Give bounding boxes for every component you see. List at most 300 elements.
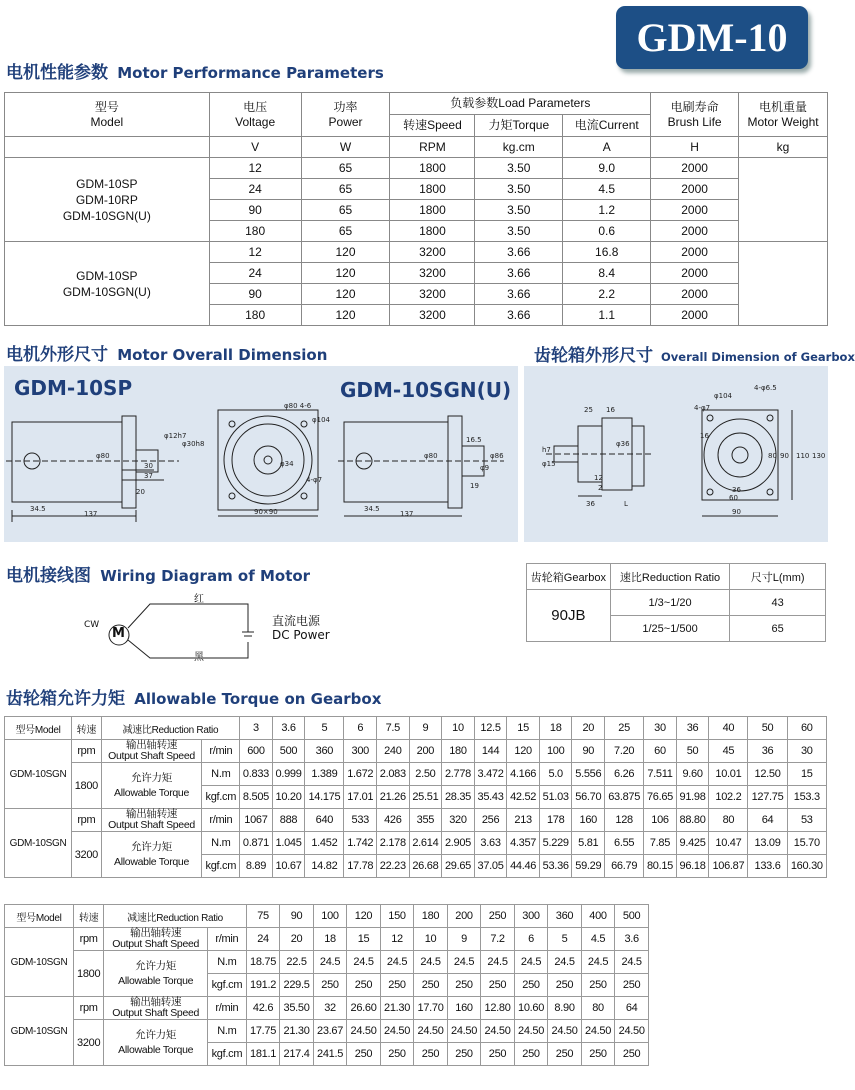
ratio-cell: 400: [581, 905, 615, 928]
ratio-cell: 75: [246, 905, 280, 928]
dim-label: φ104: [714, 392, 732, 400]
value-cell: 80.15: [644, 855, 677, 878]
value-cell: 7.511: [644, 763, 677, 786]
unit-cell: kgf.cm: [202, 855, 240, 878]
red-wire-label: 红: [194, 594, 204, 605]
value-cell: 106.87: [709, 855, 748, 878]
value-cell: 250: [447, 1043, 481, 1066]
value-cell: 66.79: [605, 855, 644, 878]
value-cell: 128: [605, 809, 644, 832]
value-cell: 18: [313, 928, 347, 951]
dim-label: φ15: [542, 460, 556, 468]
value-cell: 22.5: [280, 951, 314, 974]
ratio-cell: 7.5: [377, 717, 410, 740]
value-cell: 888: [272, 809, 305, 832]
value-cell: 0.871: [240, 832, 273, 855]
value-cell: 250: [347, 974, 381, 997]
value-cell: 5.81: [572, 832, 605, 855]
value-cell: 80: [709, 809, 748, 832]
value-cell: 3.472: [474, 763, 507, 786]
table-row: 90 65 1800 3.50 1.2 2000: [5, 200, 828, 221]
value-cell: 22.23: [377, 855, 410, 878]
table-row: 24 120 3200 3.66 8.4 2000: [5, 263, 828, 284]
ratio-cell: 6: [344, 717, 377, 740]
value-cell: 24.50: [481, 1020, 515, 1043]
value-cell: 60: [644, 740, 677, 763]
header-size: 尺寸L(mm): [730, 564, 826, 590]
value-cell: 2.905: [442, 832, 475, 855]
unit-cell: kgf.cm: [202, 786, 240, 809]
value-cell: 229.5: [280, 974, 314, 997]
value-cell: 250: [548, 974, 582, 997]
speed-value: 1800: [72, 763, 102, 809]
motor-symbol: M: [112, 626, 125, 641]
value-cell: 144: [474, 740, 507, 763]
value-cell: 2.778: [442, 763, 475, 786]
value-cell: 24.5: [514, 951, 548, 974]
dim-label: 137: [84, 510, 98, 518]
dim-label: 4-φ7: [694, 404, 711, 412]
value-cell: 250: [380, 1043, 414, 1066]
units-row: V W RPM kg.cm A H kg: [5, 137, 828, 158]
gearbox-dimension-drawing: [524, 366, 828, 542]
value-cell: 2.50: [409, 763, 442, 786]
gearbox-model: 90JB: [527, 590, 611, 642]
header-ratio: 速比Reduction Ratio: [610, 564, 730, 590]
ratio-cell: 30: [644, 717, 677, 740]
ratio-cell: 36: [676, 717, 709, 740]
value-cell: 102.2: [709, 786, 748, 809]
value-cell: 42.6: [246, 997, 280, 1020]
table-row: GDM-10SP GDM-10RP GDM-10SGN(U) 12 65 1800 3.50 9.0 2000: [5, 158, 828, 179]
value-cell: 24.5: [380, 951, 414, 974]
value-cell: 24: [246, 928, 280, 951]
rpm-label: rpm: [73, 928, 103, 951]
cw-label: CW: [84, 620, 100, 630]
unit-cell: r/min: [202, 740, 240, 763]
ratio-cell: 180: [414, 905, 448, 928]
title-en: Overall Dimension of Gearbox: [661, 350, 855, 364]
value-cell: 96.18: [676, 855, 709, 878]
value-cell: 5: [548, 928, 582, 951]
value-cell: 100: [539, 740, 572, 763]
size-cell: 65: [730, 616, 826, 642]
value-cell: 160: [572, 809, 605, 832]
value-cell: 120: [507, 740, 540, 763]
value-cell: 80: [581, 997, 615, 1020]
value-cell: 9.425: [676, 832, 709, 855]
table-row: 180 65 1800 3.50 0.6 2000: [5, 221, 828, 242]
dim-label: φ80: [424, 452, 438, 460]
torque-label: 允许力矩 Allowable Torque: [104, 1020, 208, 1066]
ratio-cell: 18: [539, 717, 572, 740]
dim-label: φ12h7: [164, 432, 187, 440]
value-cell: 24.50: [447, 1020, 481, 1043]
table-row: [5, 1020, 649, 1043]
value-cell: 160.30: [787, 855, 826, 878]
speed-value: 3200: [72, 832, 102, 878]
dim-label: 137: [400, 510, 414, 518]
value-cell: 1.389: [305, 763, 344, 786]
value-cell: 300: [344, 740, 377, 763]
table-row: [5, 832, 827, 855]
ratio-cell: 1/25~1/500: [610, 616, 730, 642]
dim-label: 20: [136, 488, 145, 496]
value-cell: 91.98: [676, 786, 709, 809]
value-cell: 1.742: [344, 832, 377, 855]
value-cell: 53.36: [539, 855, 572, 878]
gearbox-ratio-table: [526, 563, 826, 642]
dim-label: φ36: [616, 440, 630, 448]
ratio-cell: 1/3~1/20: [610, 590, 730, 616]
value-cell: 3.63: [474, 832, 507, 855]
value-cell: 10.47: [709, 832, 748, 855]
value-cell: 17.75: [246, 1020, 280, 1043]
table-row: [5, 928, 649, 951]
header-row: [5, 905, 649, 928]
value-cell: 24.50: [414, 1020, 448, 1043]
value-cell: 160: [447, 997, 481, 1020]
value-cell: 8.90: [548, 997, 582, 1020]
value-cell: 250: [414, 974, 448, 997]
header-gearbox: 齿轮箱Gearbox: [527, 564, 611, 590]
value-cell: 1067: [240, 809, 273, 832]
value-cell: 45: [709, 740, 748, 763]
header-model: 型号Model: [5, 717, 72, 740]
value-cell: 7.20: [605, 740, 644, 763]
value-cell: 10.67: [272, 855, 305, 878]
wiring-diagram: [80, 588, 360, 668]
header-speed: 转速: [73, 905, 103, 928]
value-cell: 250: [481, 1043, 515, 1066]
value-cell: 20: [280, 928, 314, 951]
value-cell: 180: [442, 740, 475, 763]
dim-label: h7: [542, 446, 551, 454]
value-cell: 42.52: [507, 786, 540, 809]
model-cell: GDM-10SGN: [5, 809, 72, 878]
value-cell: 5.556: [572, 763, 605, 786]
value-cell: 4.166: [507, 763, 540, 786]
value-cell: 426: [377, 809, 410, 832]
unit-cell: N.m: [208, 951, 247, 974]
value-cell: 533: [344, 809, 377, 832]
ratio-cell: 25: [605, 717, 644, 740]
ratio-cell: 90: [280, 905, 314, 928]
value-cell: 12: [380, 928, 414, 951]
value-cell: 250: [313, 974, 347, 997]
value-cell: 13.09: [748, 832, 787, 855]
section-title-gearbox-dimension: [534, 341, 855, 366]
value-cell: 8.89: [240, 855, 273, 878]
dim-label: L: [624, 500, 628, 508]
header-row: [5, 717, 827, 740]
value-cell: 24.5: [313, 951, 347, 974]
value-cell: 191.2: [246, 974, 280, 997]
value-cell: 18.75: [246, 951, 280, 974]
ratio-cell: 500: [615, 905, 649, 928]
value-cell: 241.5: [313, 1043, 347, 1066]
value-cell: 250: [380, 974, 414, 997]
dim-label: φ9: [480, 464, 490, 472]
title-en: Motor Performance Parameters: [117, 64, 384, 82]
speed-value: 3200: [73, 1020, 103, 1066]
value-cell: 26.60: [347, 997, 381, 1020]
value-cell: 178: [539, 809, 572, 832]
value-cell: 15.70: [787, 832, 826, 855]
value-cell: 127.75: [748, 786, 787, 809]
dim-label: 4-φ7: [306, 476, 323, 484]
torque-label: 允许力矩 Allowable Torque: [101, 763, 202, 809]
value-cell: 0.833: [240, 763, 273, 786]
value-cell: 24.5: [347, 951, 381, 974]
value-cell: 21.30: [280, 1020, 314, 1043]
dim-label: 37: [144, 472, 153, 480]
header-weight: 电机重量 Motor Weight: [739, 93, 828, 137]
torque-label: 允许力矩 Allowable Torque: [101, 832, 202, 878]
dim-label: 19: [470, 482, 479, 490]
dim-label: 90: [780, 452, 789, 460]
speed-label: 输出轴转速 Output Shaft Speed: [101, 809, 202, 832]
dim-label: φ34: [280, 460, 294, 468]
value-cell: 14.82: [305, 855, 344, 878]
header-speed: 转速: [72, 717, 102, 740]
value-cell: 1.672: [344, 763, 377, 786]
unit-cell: N.m: [202, 763, 240, 786]
value-cell: 90: [572, 740, 605, 763]
value-cell: 500: [272, 740, 305, 763]
ratio-cell: 60: [787, 717, 826, 740]
value-cell: 56.70: [572, 786, 605, 809]
value-cell: 36: [748, 740, 787, 763]
value-cell: 250: [581, 974, 615, 997]
value-cell: 24.50: [615, 1020, 649, 1043]
value-cell: 64: [748, 809, 787, 832]
ratio-cell: 15: [507, 717, 540, 740]
value-cell: 17.01: [344, 786, 377, 809]
dim-label: 34.5: [364, 505, 380, 513]
model-group-2: GDM-10SP GDM-10SGN(U): [5, 242, 210, 326]
dim-label: 34.5: [30, 505, 46, 513]
torque-label: 允许力矩 Allowable Torque: [104, 951, 208, 997]
value-cell: 5.229: [539, 832, 572, 855]
table-row: [5, 763, 827, 786]
value-cell: 240: [377, 740, 410, 763]
value-cell: 133.6: [748, 855, 787, 878]
value-cell: 2.614: [409, 832, 442, 855]
dim-label: 2: [598, 484, 603, 492]
title-en: Motor Overall Dimension: [117, 346, 328, 364]
value-cell: 7.2: [481, 928, 515, 951]
speed-label: 输出轴转速 Output Shaft Speed: [104, 997, 208, 1020]
value-cell: 23.67: [313, 1020, 347, 1043]
value-cell: 26.68: [409, 855, 442, 878]
value-cell: 9: [447, 928, 481, 951]
ratio-cell: 3.6: [272, 717, 305, 740]
value-cell: 1.452: [305, 832, 344, 855]
value-cell: 24.5: [615, 951, 649, 974]
value-cell: 32: [313, 997, 347, 1020]
value-cell: 250: [514, 1043, 548, 1066]
value-cell: 250: [615, 1043, 649, 1066]
value-cell: 250: [347, 1043, 381, 1066]
value-cell: 2.178: [377, 832, 410, 855]
table-row: GDM-10SP GDM-10SGN(U) 12 120 3200 3.66 16.8 2000: [5, 242, 828, 263]
performance-table: [4, 92, 828, 326]
table-row: [5, 951, 649, 974]
value-cell: 63.875: [605, 786, 644, 809]
ratio-cell: 100: [313, 905, 347, 928]
value-cell: 250: [447, 974, 481, 997]
torque-table-2: [4, 904, 649, 1066]
table-row: 24 65 1800 3.50 4.5 2000: [5, 179, 828, 200]
value-cell: 256: [474, 809, 507, 832]
black-wire-label: 黑: [194, 652, 204, 663]
value-cell: 640: [305, 809, 344, 832]
value-cell: 24.50: [347, 1020, 381, 1043]
value-cell: 30: [787, 740, 826, 763]
title-cn: 电机外形尺寸: [6, 345, 108, 365]
value-cell: 50: [676, 740, 709, 763]
value-cell: 21.30: [380, 997, 414, 1020]
ratio-cell: 40: [709, 717, 748, 740]
unit-cell: kgf.cm: [208, 1043, 247, 1066]
ratio-cell: 360: [548, 905, 582, 928]
title-cn: 齿轮箱外形尺寸: [534, 346, 653, 366]
value-cell: 44.46: [507, 855, 540, 878]
header-load: 负载参数Load Parameters: [390, 93, 651, 115]
value-cell: 24.5: [548, 951, 582, 974]
dim-label: 130: [812, 452, 826, 460]
ratio-cell: 12.5: [474, 717, 507, 740]
speed-value: 1800: [73, 951, 103, 997]
value-cell: 5.0: [539, 763, 572, 786]
title-en: Allowable Torque on Gearbox: [134, 690, 382, 708]
ratio-cell: 3: [240, 717, 273, 740]
ratio-cell: 300: [514, 905, 548, 928]
speed-label: 输出轴转速 Output Shaft Speed: [101, 740, 202, 763]
dim-label: 90×90: [254, 508, 278, 516]
model-cell: GDM-10SGN: [5, 997, 74, 1066]
size-cell: 43: [730, 590, 826, 616]
value-cell: 10: [414, 928, 448, 951]
ratio-cell: 250: [481, 905, 515, 928]
value-cell: 28.35: [442, 786, 475, 809]
rpm-label: rpm: [73, 997, 103, 1020]
value-cell: 29.65: [442, 855, 475, 878]
value-cell: 24.5: [581, 951, 615, 974]
value-cell: 24.5: [481, 951, 515, 974]
unit-cell: N.m: [208, 1020, 247, 1043]
table-row: [5, 809, 827, 832]
dim-label: φ30h8: [182, 440, 205, 448]
value-cell: 24.5: [414, 951, 448, 974]
value-cell: 12.80: [481, 997, 515, 1020]
value-cell: 250: [414, 1043, 448, 1066]
dim-label: φ104: [312, 416, 330, 424]
value-cell: 10.20: [272, 786, 305, 809]
value-cell: 213: [507, 809, 540, 832]
dim-label: 4-φ6.5: [754, 384, 777, 392]
value-cell: 4.357: [507, 832, 540, 855]
value-cell: 600: [240, 740, 273, 763]
value-cell: 4.5: [581, 928, 615, 951]
model-cell: GDM-10SGN: [5, 740, 72, 809]
section-title-performance: [6, 58, 384, 83]
header-model: 型号 Model: [5, 93, 210, 137]
value-cell: 35.43: [474, 786, 507, 809]
value-cell: 25.51: [409, 786, 442, 809]
ratio-cell: 5: [305, 717, 344, 740]
title-cn: 电机接线图: [6, 566, 91, 586]
model-cell: GDM-10SGN: [5, 928, 74, 997]
ratio-cell: 10: [442, 717, 475, 740]
value-cell: 24.5: [447, 951, 481, 974]
unit-cell: r/min: [208, 997, 247, 1020]
dim-label: 110: [796, 452, 810, 460]
table-row: [5, 997, 649, 1020]
ratio-cell: 20: [572, 717, 605, 740]
header-voltage: 电压 Voltage: [209, 93, 301, 137]
value-cell: 10.01: [709, 763, 748, 786]
value-cell: 3.6: [615, 928, 649, 951]
section-title-torque: [6, 684, 381, 709]
value-cell: 24.50: [548, 1020, 582, 1043]
value-cell: 76.65: [644, 786, 677, 809]
title-cn: 电机性能参数: [6, 63, 108, 83]
ratio-cell: 150: [380, 905, 414, 928]
value-cell: 35.50: [280, 997, 314, 1020]
value-cell: 6: [514, 928, 548, 951]
value-cell: 64: [615, 997, 649, 1020]
dim-label: 30: [144, 462, 153, 470]
motor-dimension-lines: [4, 366, 518, 542]
header-brush: 电刷寿命 Brush Life: [651, 93, 739, 137]
value-cell: 37.05: [474, 855, 507, 878]
dim-label: 16: [700, 432, 709, 440]
value-cell: 51.03: [539, 786, 572, 809]
dc-label-cn: 直流电源: [272, 614, 321, 628]
value-cell: 17.70: [414, 997, 448, 1020]
header-power: 功率 Power: [301, 93, 390, 137]
value-cell: 250: [514, 974, 548, 997]
dim-label: 80: [768, 452, 777, 460]
value-cell: 320: [442, 809, 475, 832]
dim-label: 25: [584, 406, 593, 414]
speed-label: 输出轴转速 Output Shaft Speed: [104, 928, 208, 951]
ratio-cell: 120: [347, 905, 381, 928]
value-cell: 17.78: [344, 855, 377, 878]
dim-label: 36: [732, 486, 741, 494]
label-gdm-10sp: GDM-10SP: [14, 376, 133, 400]
dim-label: 16: [606, 406, 615, 414]
value-cell: 153.3: [787, 786, 826, 809]
value-cell: 12.50: [748, 763, 787, 786]
unit-cell: r/min: [208, 928, 247, 951]
header-model: 型号Model: [5, 905, 74, 928]
table-row: [5, 740, 827, 763]
value-cell: 200: [409, 740, 442, 763]
model-group-1: GDM-10SP GDM-10RP GDM-10SGN(U): [5, 158, 210, 242]
value-cell: 250: [615, 974, 649, 997]
value-cell: 24.50: [514, 1020, 548, 1043]
value-cell: 2.083: [377, 763, 410, 786]
value-cell: 181.1: [246, 1043, 280, 1066]
header-ratio: 减速比Reduction Ratio: [101, 717, 240, 740]
unit-cell: kgf.cm: [208, 974, 247, 997]
header-current: 电流Current: [563, 115, 651, 137]
value-cell: 106: [644, 809, 677, 832]
value-cell: 6.26: [605, 763, 644, 786]
